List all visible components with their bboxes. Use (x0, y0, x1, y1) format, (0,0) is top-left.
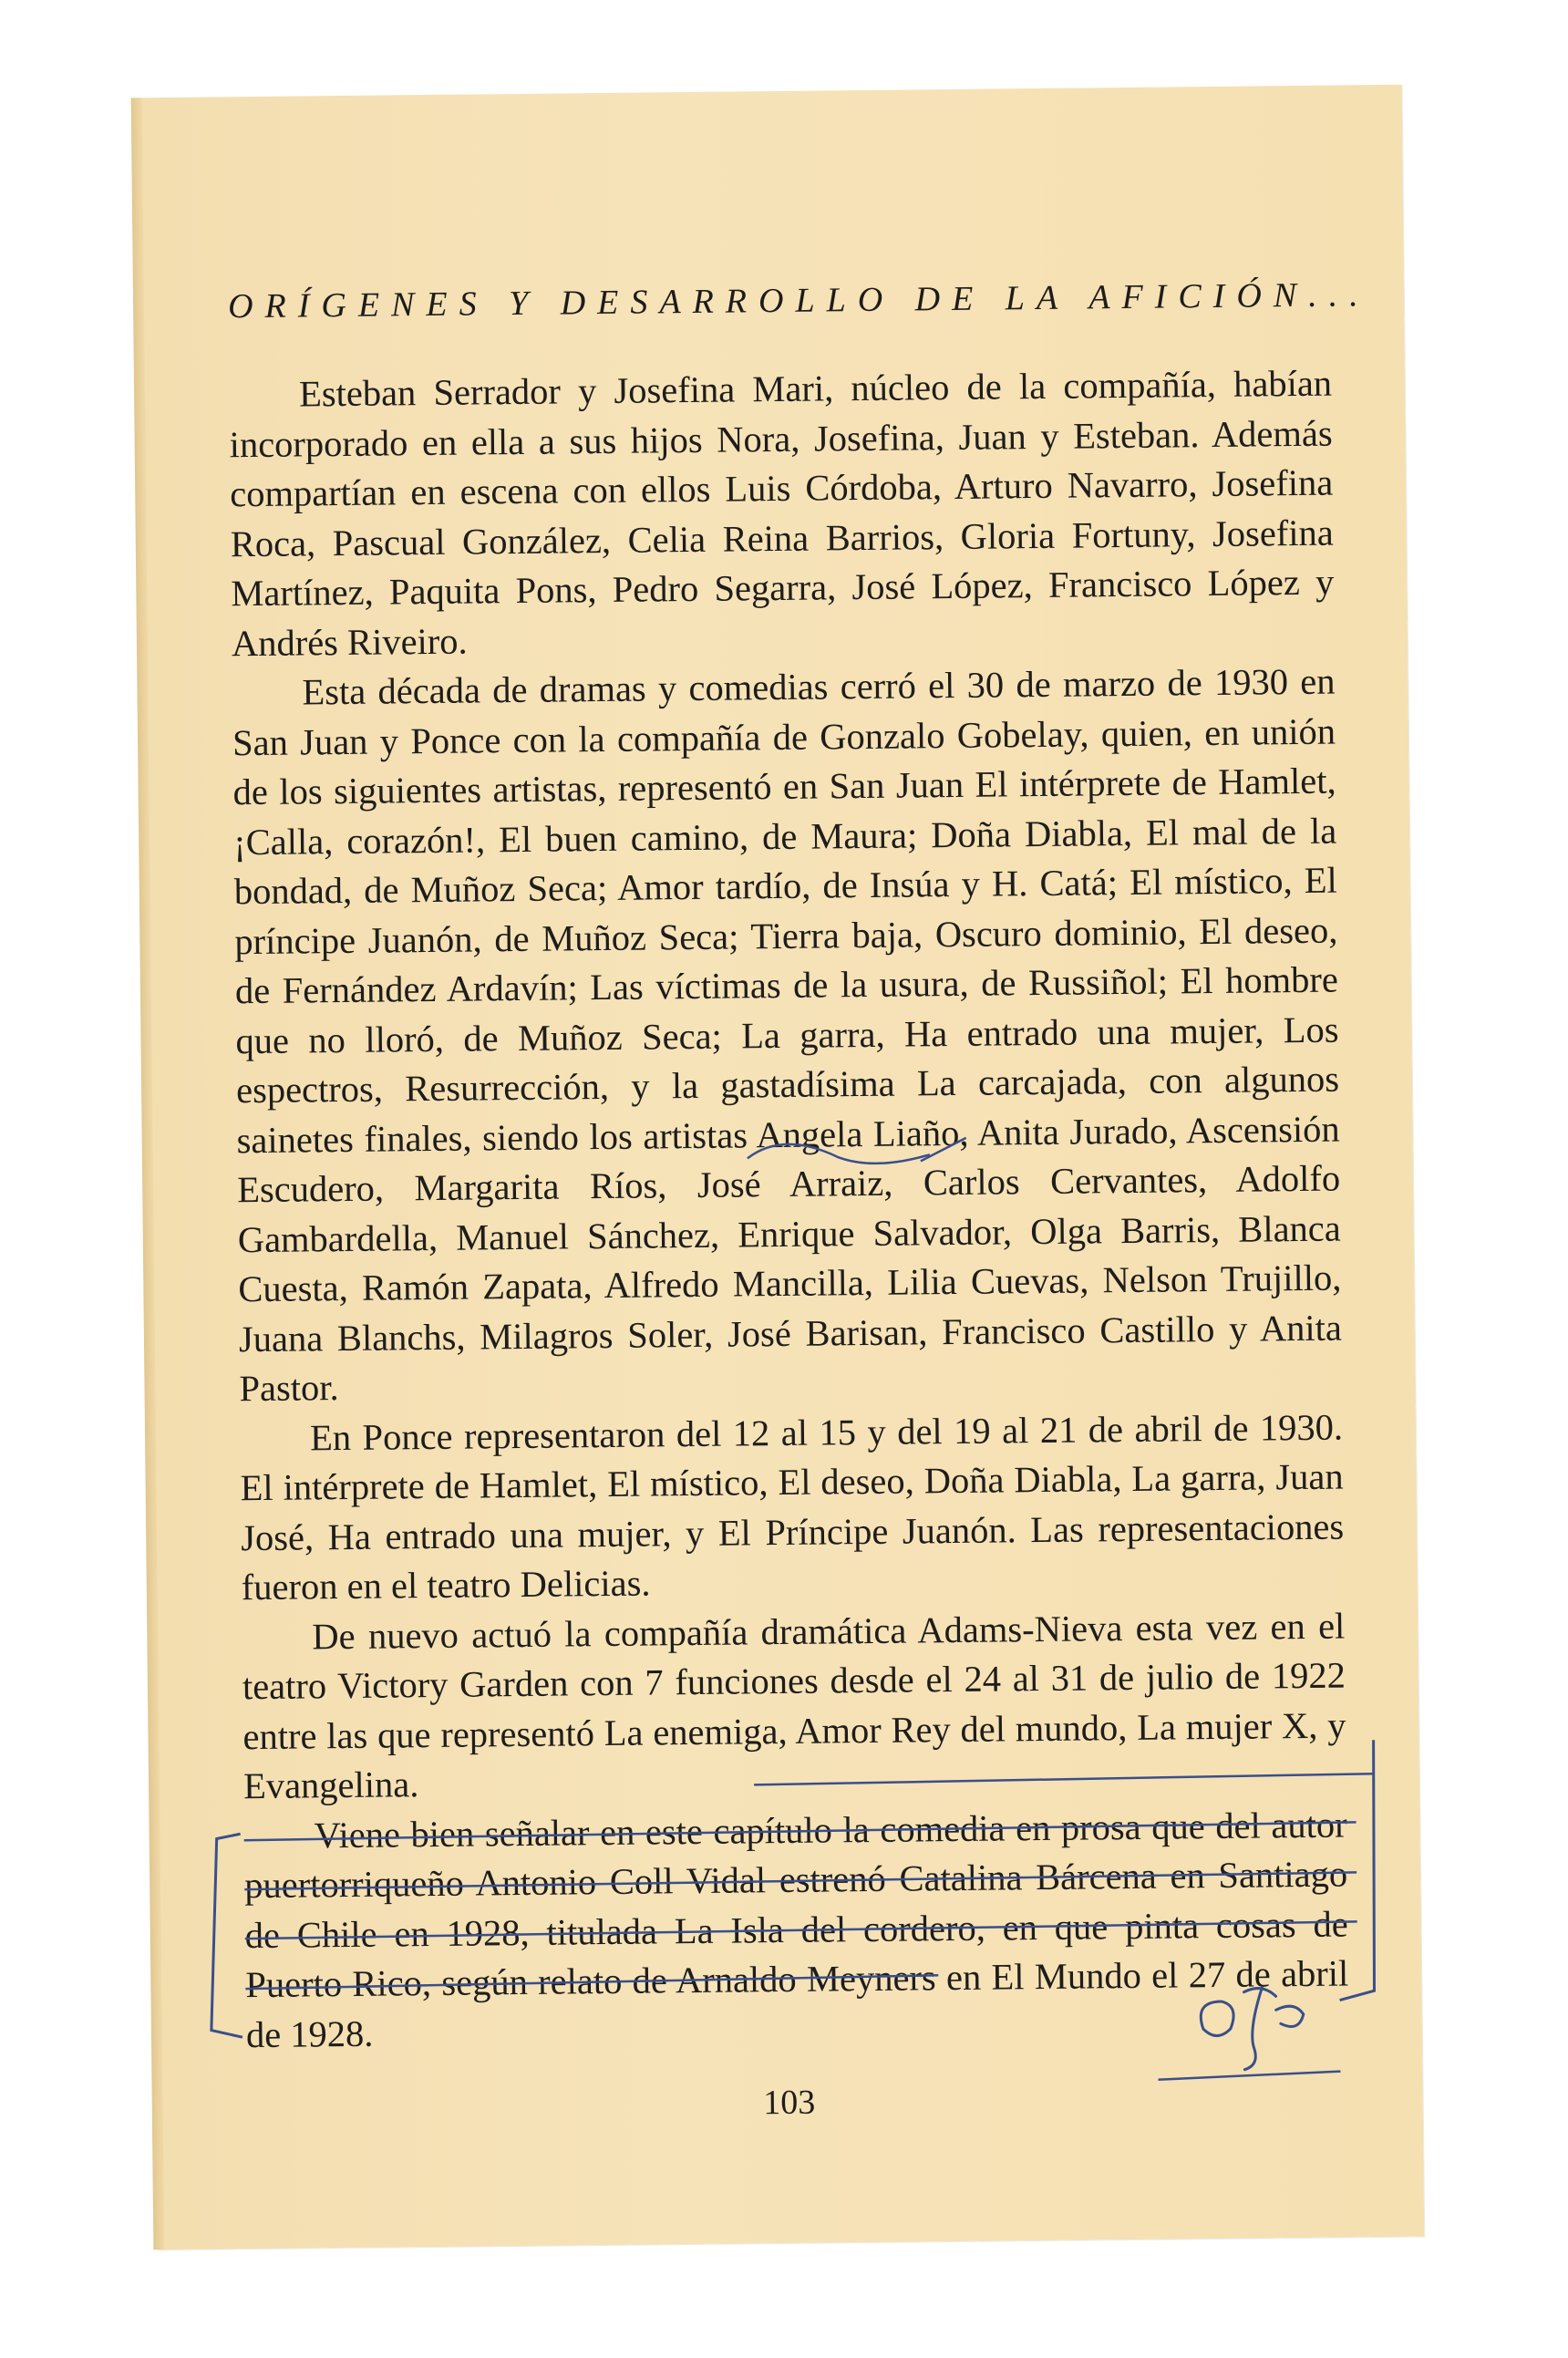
paragraph-2: Esta década de dramas y comedias cerró el 30 de marzo de 1930 en San Juan y Ponce con la compañía de Gonzalo Gobelay, quien, en unión de los siguientes artistas, representó en San Juan El intérprete de Hamlet, ¡Calla, corazón!, El buen camino, de Maura; Doña Diabla, El mal de la bondad, de Muñoz Seca; Amor tardío, de Insúa y H. Catá; El místico, El príncipe Juanón, de Muñoz Seca; Tierra baja, Oscuro dominio, El deseo, de Fernández Ardavín; Las víctimas de la usura, de Russiñol; El hombre que no lloró, de Muñoz Seca; La garra, Ha entrado una mujer, Los espectros, Resurrección, y la gastadísima La carcajada, con algunos sainetes finales, siendo los artistas Angela Liaño, Anita Jurado, Ascensión Escudero, Margarita Ríos, José Arraiz, Carlos Cervantes, Adolfo Gambardella, Manuel Sánchez, Enrique Salvador, Olga Barris, Blanca Cuesta, Ramón Zapata, Alfredo Mancilla, Lilia Cuevas, Nelson Trujillo, Juana Blanchs, Milagros Soler, José Barisan, Francisco Castillo y Anita Pastor. (232, 660, 1343, 1410)
paper-sheet (135, 85, 1425, 2249)
page-number: 103 (763, 2083, 816, 2123)
paper-edge (131, 98, 165, 2249)
paragraph-4: De nuevo actuó la compañía dramática Adams-Nieva esta vez en el teatro Victory Garden con 7 funciones desde el 24 al 31 de julio de 1922 entre las que representó La enemiga, Amor Rey del mundo, La mujer X, y Evangelina. (242, 1605, 1346, 1807)
paragraph-5: Viene bien señalar en este capítulo la comedia en prosa que del autor puertorriqueño Antonio Coll Vidal estrenó Catalina Bárcena en Santiago de Chile en 1928, titulada La Isla del cordero, en que pinta cosas de Puerto Rico, según relato de Arnaldo Meyners en El Mundo el 27 de abril de 1928. (243, 1804, 1349, 2055)
margin-bracket-left (210, 1834, 242, 2037)
body-text (229, 359, 1349, 2061)
paragraph-1: Esteban Serrador y Josefina Mari, núcleo de la compañía, habían incorporado en ella a sus hijos Nora, Josefina, Juan y Esteban. Además compartían en escena con ellos Luis Córdoba, Arturo Navarro, Josefina Roca, Pascual González, Celia Reina Barrios, Gloria Fortuny, Josefina Martínez, Paquita Pons, Pedro Segarra, José López, Francisco López y Andrés Riveiro. (229, 362, 1335, 664)
paragraph-3: En Ponce representaron del 12 al 15 y del 19 al 21 de abril de 1930. El intérprete de Hamlet, El místico, El deseo, Doña Diabla, La garra, Juan José, Ha entrado una mujer, y El Príncipe Juanón. Las representaciones fueron en el teatro Delicias. (240, 1406, 1345, 1608)
running-header: ORÍGENES Y DESARROLLO DE LA AFICIÓN... (227, 275, 1370, 326)
